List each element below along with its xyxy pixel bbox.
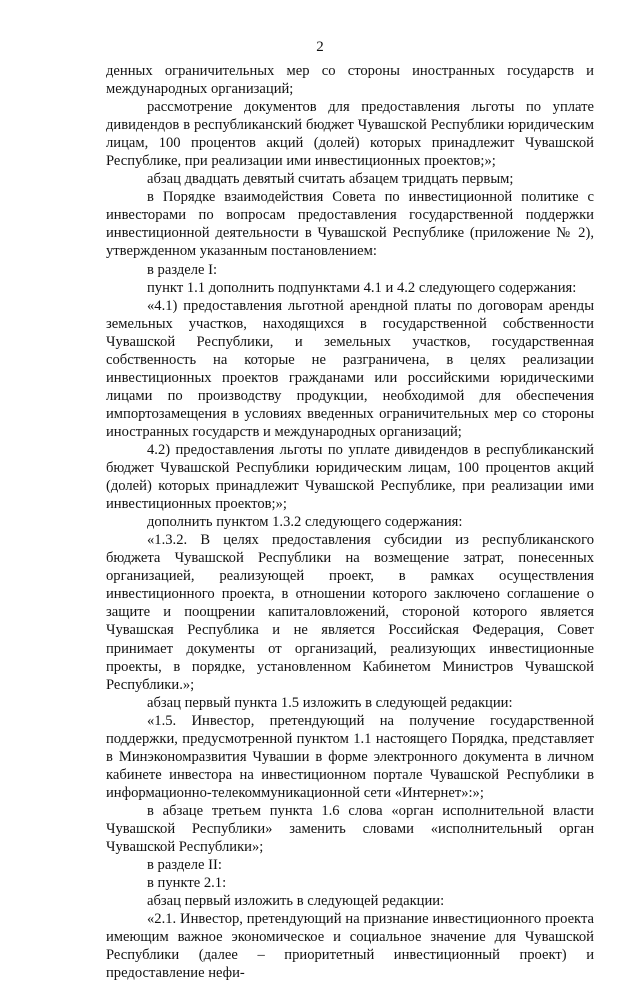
paragraph: в разделе I: [147,261,218,278]
paragraph: дополнить пунктом 1.3.2 следующего содержания: [147,514,463,531]
paragraph: пункт 1.1 дополнить подпунктами 4.1 и 4.2 следующего содержания: [147,279,577,296]
paragraph: в абзаце третьем пункта 1.6 слова «орган исполнительной власти Чувашской Республики» заменить словами «исполнительный орган Чувашской Республики»; [106,802,594,856]
paragraph: 4.2) предоставления льготы по уплате дивидендов в республиканский бюджет Чувашской Республики юридическим лицам, 100 процентов акций (долей) которых принадлежит Чувашской Республике, при реализации ими инвестиционных проектов;»; [106,441,594,513]
paragraph: в пункте 2.1: [147,875,227,892]
paragraph: абзац двадцать девятый считать абзацем тридцать первым; [147,171,514,188]
paragraph: «2.1. Инвестор, претендующий на признание инвестиционного проекта имеющим важное экономическое и социальное значение для Чувашской Республики (далее – приоритетный инвестиционный проект) и предоставление нефи- [106,911,594,982]
page-number: 2 [316,39,324,55]
paragraph: рассмотрение документов для предоставления льготы по уплате дивидендов в республиканский бюджет Чувашской Республики юридическим лицам, 100 процентов акций (долей) которых принадлежит Чувашской Республике, при реализации ими инвестиционных проектов;»; [106,99,594,170]
paragraph: в разделе II: [147,857,222,874]
paragraph: «1.5. Инвестор, претендующий на получение государственной поддержки, предусмотренной пунктом 1.1 настоящего Порядка, представляет в Минэкономразвития Чувашии в форме электронного документа в личном кабинете инвестора на инвестиционном портале Чувашской Республики в информационно-телекоммуникационной сети «Интернет»:»; [106,712,594,801]
paragraph-continuation: денных ограничительных мер со стороны иностранных государств и международных организаций; [106,63,594,98]
paragraph: абзац первый пункта 1.5 изложить в следующей редакции: [147,694,513,711]
paragraph: «4.1) предоставления льготной арендной платы по договорам аренды земельных участков, находящихся в государственной собственности Чувашской Республики, и земельных участков, государственная собственность на которые не разграничена, в целях реализации инвестиционных проектов гражданами или российскими юридическими лицами по производству продукции, необходимой для обеспечения импортозамещения в условиях введенных ограничительных мер со стороны иностранных государств и международных организаций; [106,297,594,440]
document-body [106,62,594,982]
paragraph: абзац первый изложить в следующей редакции: [147,893,445,910]
paragraph: «1.3.2. В целях предоставления субсидии из республиканского бюджета Чувашской Республики на возмещение затрат, понесенных организацией, реализующей проект, в рамках осуществления инвестиционного проекта, в отношении которого заключено соглашение о защите и поощрении капиталовложений, стороной которого является Чувашская Республика и не является Российская Федерация, Совет принимает документы от организаций, реализующих инвестиционные проекты, в порядке, установленном Кабинетом Министров Чувашской Республики.»; [106,532,594,693]
paragraph: в Порядке взаимодействия Совета по инвестиционной политике с инвесторами по вопросам предоставления государственной поддержки инвестиционной деятельности в Чувашской Республике (приложение № 2), утвержденном указанным постановлением: [106,189,594,260]
